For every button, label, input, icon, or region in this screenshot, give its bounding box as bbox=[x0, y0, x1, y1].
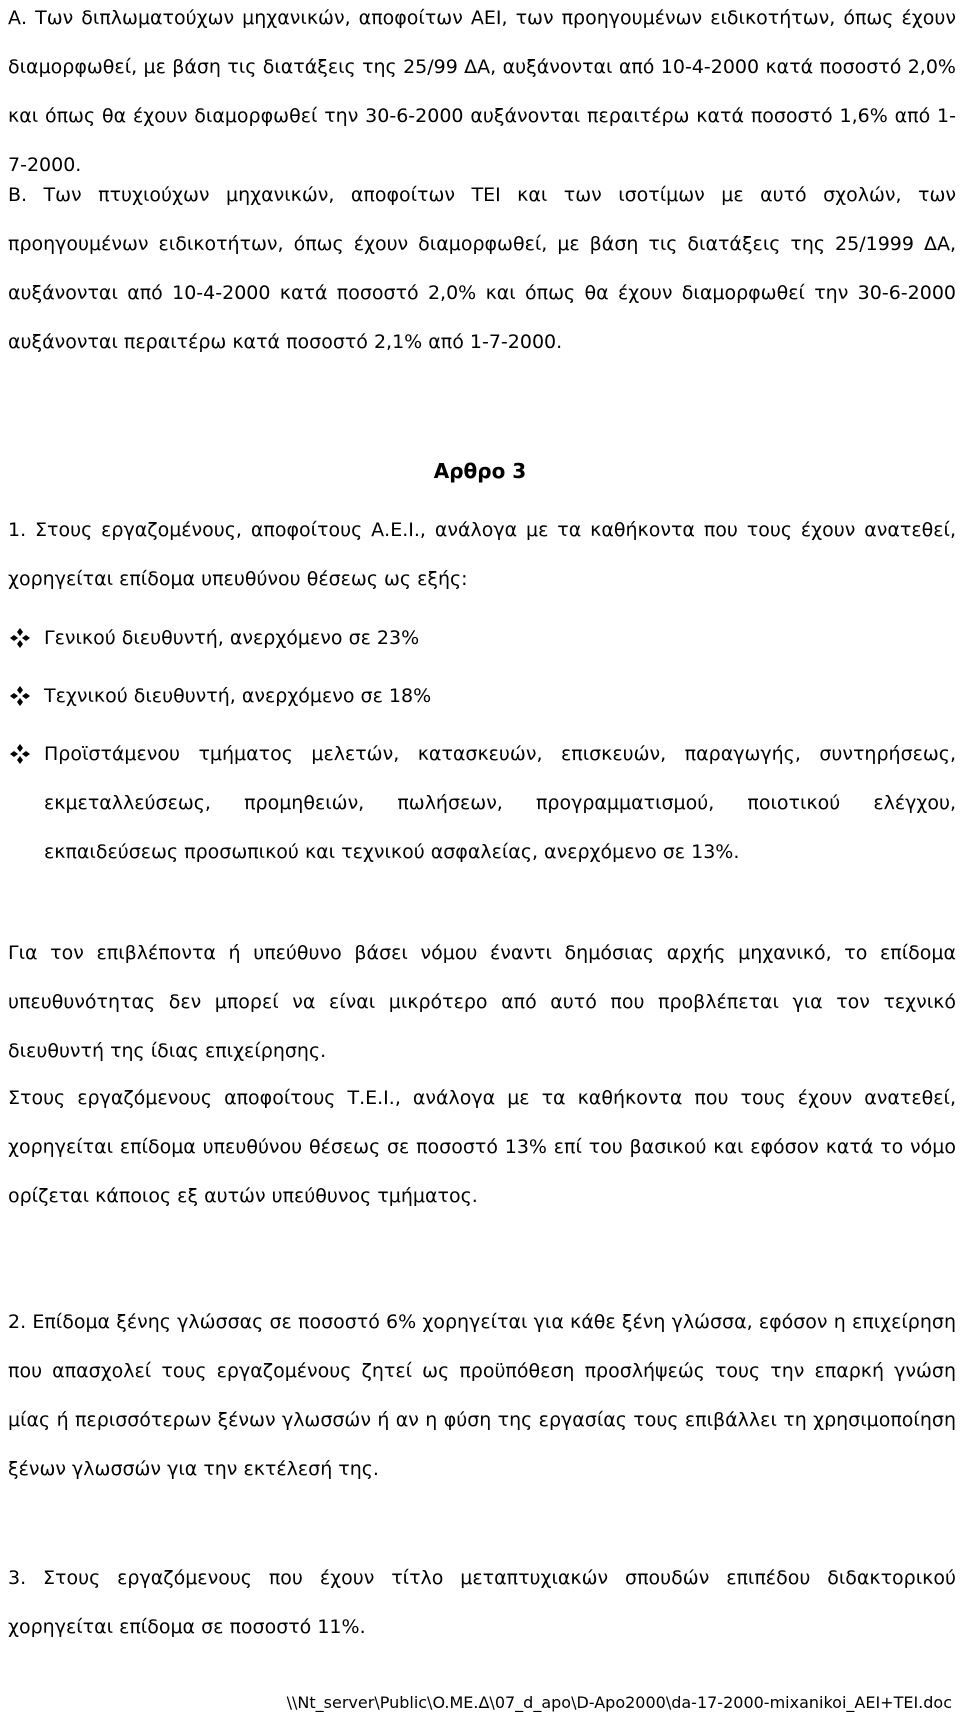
footer-file-path: \\Nt_server\Public\O.ME.Δ\07_d_apo\D-Apo2000\da-17-2000-mixanikoi_AEI+TEI.doc bbox=[286, 1693, 952, 1712]
paragraph-2: 2. Επίδομα ξένης γλώσσας σε ποσοστό 6% χορηγείται για κάθε ξένη γλώσσα, εφόσον η επιχείρηση που απασχολεί τους εργαζομένους ζητεί ως προϋπόθεση προσλήψεώς τους την επαρκή γνώση μίας ή περισσότερων ξένων γλωσσών ή αν η φύση της εργασίας τους επιβάλλει τη χρησιμοποίηση ξένων γλωσσών για την εκτέλεσή της. bbox=[8, 1311, 956, 1480]
paragraph-a: Α. Των διπλωματούχων μηχανικών, αποφοίτων ΑΕΙ, των προηγουμένων ειδικοτήτων, όπως έχουν διαμορφωθεί, με βάση τις διατάξεις της 25/99 ΔΑ, αυξάνονται από 10-4-2000 κατά ποσοστό 2,0% και όπως θα έχουν διαμορφωθεί την 30-6-2000 αυξάνονται περαιτέρω κατά ποσοστό 1,6% από 1-7-2000. bbox=[8, 7, 956, 176]
paragraph-3: 3. Στους εργαζόμενους που έχουν τίτλο μεταπτυχιακών σπουδών επιπέδου διδακτορικού χορηγείται επίδομα σε ποσοστό 11%. bbox=[8, 1567, 956, 1638]
diamond-bullet-icon bbox=[8, 626, 32, 650]
diamond-bullet-icon bbox=[8, 742, 32, 766]
paragraph-b: Β. Των πτυχιούχων μηχανικών, αποφοίτων ΤΕΙ και των ισοτίμων με αυτό σχολών, των προηγουμένων ειδικοτήτων, όπως έχουν διαμορφωθεί, με βάση τις διατάξεις της 25/1999 ΔΑ, αυξάνονται από 10-4-2000 κατά ποσοστό 2,0% και όπως θα έχουν διαμορφωθεί την 30-6-2000 αυξάνονται περαιτέρω κατά ποσοστό 2,1% από 1-7-2000. bbox=[8, 184, 956, 353]
paragraph-tei-graduates: Στους εργαζόμενους αποφοίτους Τ.Ε.Ι., ανάλογα με τα καθήκοντα που τους έχουν ανατεθεί, χορηγείται επίδομα υπευθύνου θέσεως σε ποσοστό 13% επί του βασικού και εφόσον κατά το νόμο ορίζεται κάποιος εξ αυτών υπεύθυνος τμήματος. bbox=[8, 1087, 956, 1207]
bullet-item-technical-director: Τεχνικού διευθυντή, ανερχόμενο σε 18% bbox=[44, 685, 432, 707]
article-heading: Αρθρο 3 bbox=[433, 459, 527, 483]
paragraph-1: 1. Στους εργαζομένους, αποφοίτους Α.Ε.Ι., ανάλογα με τα καθήκοντα που τους έχουν ανατεθεί, χορηγείται επίδομα υπευθύνου θέσεως ως εξής: bbox=[8, 519, 956, 590]
diamond-bullet-icon bbox=[8, 684, 32, 708]
bullet-item-general-director: Γενικού διευθυντή, ανερχόμενο σε 23% bbox=[44, 627, 420, 649]
bullet-item-department-head: Προϊστάμενου τμήματος μελετών, κατασκευών, επισκευών, παραγωγής, συντηρήσεως, εκμεταλλεύσεως, προμηθειών, πωλήσεων, προγραμματισμού, ποιοτικού ελέγχου, εκπαιδεύσεως προσωπικού και τεχνικού ασφαλείας, ανερχόμενο σε 13%. bbox=[44, 743, 956, 863]
paragraph-supervisor: Για τον επιβλέποντα ή υπεύθυνο βάσει νόμου έναντι δημόσιας αρχής μηχανικό, το επίδομα υπευθυνότητας δεν μπορεί να είναι μικρότερο από αυτό που προβλέπεται για τον τεχνικό διευθυντή της ίδιας επιχείρησης. bbox=[8, 942, 956, 1062]
